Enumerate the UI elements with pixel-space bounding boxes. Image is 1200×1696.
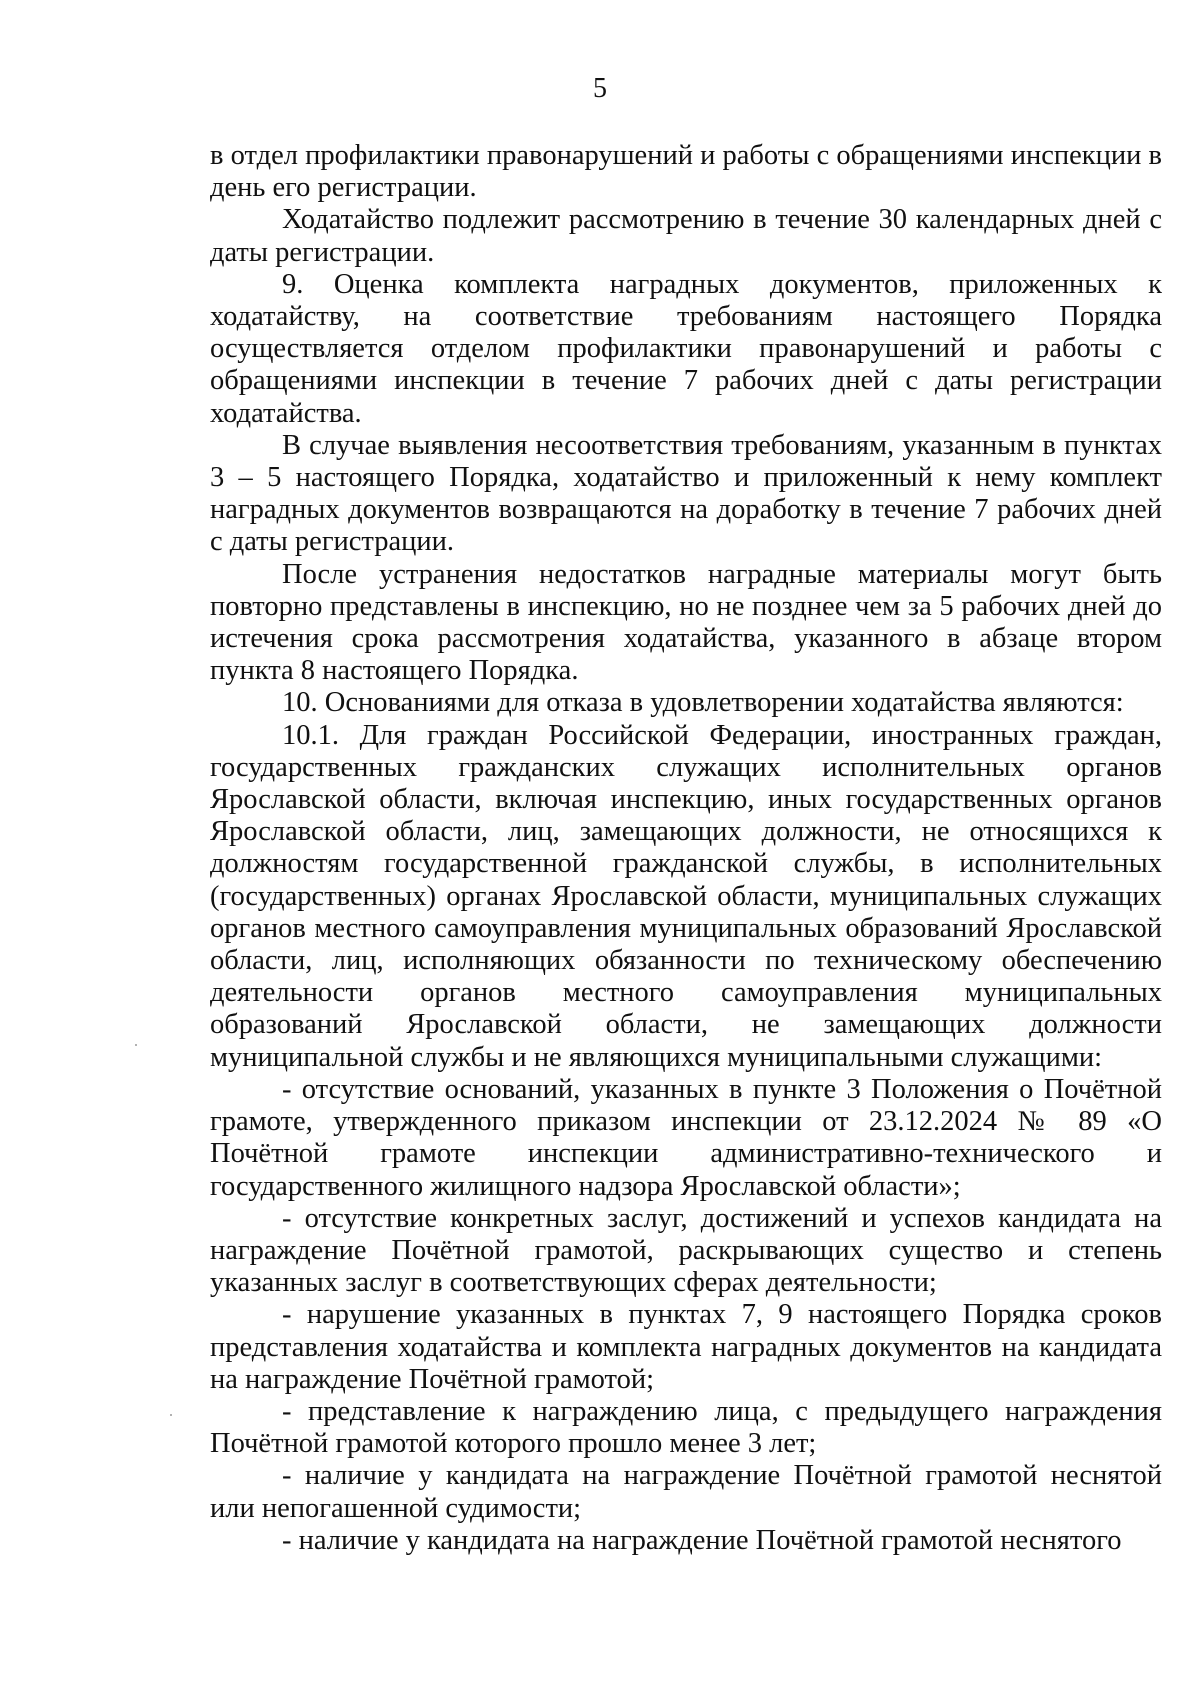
paragraph: В случае выявления несоответствия требованиям, указанным в пунктах 3 – 5 настоящего Порядка, ходатайство и приложенный к нему комплект наградных документов возвращаются на доработку в течение 7 рабочих дней с даты регистрации. <box>210 429 1162 558</box>
list-item: - представление к награждению лица, с предыдущего награждения Почётной грамотой которого прошло менее 3 лет; <box>210 1395 1162 1460</box>
list-item: - отсутствие оснований, указанных в пункте 3 Положения о Почётной грамоте, утвержденного приказом инспекции от 23.12.2024 № 89 «О Почётной грамоте инспекции административно-технического и государственного жилищного надзора Ярославской области»; <box>210 1073 1162 1202</box>
paragraph: 10. Основаниями для отказа в удовлетворении ходатайства являются: <box>282 687 1124 719</box>
document-body <box>210 140 1162 1557</box>
list-item: - отсутствие конкретных заслуг, достижений и успехов кандидата на награждение Почётной грамотой, раскрывающих существо и степень указанных заслуг в соответствующих сферах деятельности; <box>210 1202 1162 1299</box>
paragraph: 9. Оценка комплекта наградных документов, приложенных к ходатайству, на соответствие требованиям настоящего Порядка осуществляется отделом профилактики правонарушений и работы с обращениями инспекции в течение 7 рабочих дней с даты регистрации ходатайства. <box>210 268 1162 429</box>
scan-speck <box>135 1044 137 1046</box>
paragraph: в отдел профилактики правонарушений и работы с обращениями инспекции в день его регистрации. <box>210 140 1162 204</box>
list-item: - наличие у кандидата на награждение Почётной грамотой неснятого <box>282 1524 1122 1556</box>
paragraph: 10.1. Для граждан Российской Федерации, иностранных граждан, государственных гражданских служащих исполнительных органов Ярославской области, включая инспекцию, иных государственных органов Ярославской области, лиц, замещающих должности, не относящихся к должностям государственной гражданской службы, в исполнительных (государственных) органах Ярославской области, муниципальных служащих органов местного самоуправления муниципальных образований Ярославской области, лиц, исполняющих обязанности по техническому обеспечению деятельности органов местного самоуправления муниципальных образований Ярославской области, не замещающих должности муниципальной службы и не являющихся муниципальными служащими: <box>210 719 1162 1073</box>
scan-speck <box>170 1414 172 1416</box>
list-item: - нарушение указанных в пунктах 7, 9 настоящего Порядка сроков представления ходатайства и комплекта наградных документов на кандидата на награждение Почётной грамотой; <box>210 1299 1162 1395</box>
list-item: - наличие у кандидата на награждение Почётной грамотой неснятой или непогашенной судимости; <box>210 1460 1162 1524</box>
paragraph: После устранения недостатков наградные материалы могут быть повторно представлены в инспекцию, но не позднее чем за 5 рабочих дней до истечения срока рассмотрения ходатайства, указанного в абзаце втором пункта 8 настоящего Порядка. <box>210 558 1162 687</box>
page-number: 5 <box>593 73 607 104</box>
paragraph: Ходатайство подлежит рассмотрению в течение 30 календарных дней с даты регистрации. <box>210 204 1162 268</box>
